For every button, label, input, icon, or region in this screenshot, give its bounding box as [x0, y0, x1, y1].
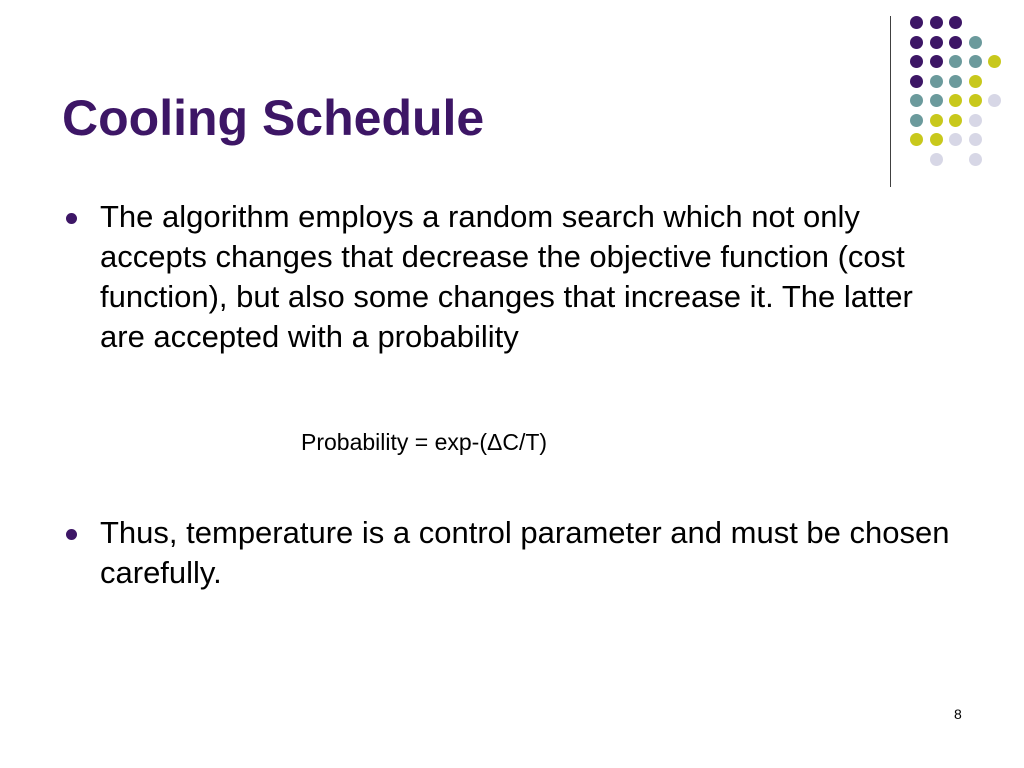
decorative-dot [949, 36, 962, 49]
decorative-dot [930, 153, 943, 166]
decorative-dot [969, 153, 982, 166]
decorative-dot [930, 36, 943, 49]
decorative-dot [930, 75, 943, 88]
slide-number: 8 [954, 706, 962, 722]
bullet-dot-icon [66, 529, 77, 540]
decorative-dot [949, 94, 962, 107]
decorative-dot [949, 55, 962, 68]
title-divider-line [890, 16, 891, 187]
decorative-dot [988, 55, 1001, 68]
decorative-dot [949, 114, 962, 127]
decorative-dot [910, 16, 923, 29]
decorative-dot [969, 36, 982, 49]
bullet-dot-icon [66, 213, 77, 224]
decorative-dot [988, 94, 1001, 107]
decorative-dot [930, 133, 943, 146]
decorative-dot [930, 16, 943, 29]
decorative-dot-grid [910, 16, 1010, 166]
decorative-dot [910, 114, 923, 127]
probability-formula: Probability = exp-(ΔC/T) [301, 429, 548, 455]
decorative-dot [949, 16, 962, 29]
decorative-dot [930, 114, 943, 127]
decorative-dot [910, 36, 923, 49]
decorative-dot [910, 75, 923, 88]
decorative-dot [910, 94, 923, 107]
slide-title: Cooling Schedule [62, 90, 485, 146]
bullet-text: Thus, temperature is a control parameter and must be chosen carefully. [100, 515, 950, 590]
bullet-item [60, 197, 960, 357]
decorative-dot [949, 75, 962, 88]
bullet-text: The algorithm employs a random search which not only accepts changes that decrease the objective function (cost function), but also some changes that increase it. The latter are accepted with a probability [100, 199, 913, 354]
decorative-dot [969, 75, 982, 88]
decorative-dot [969, 55, 982, 68]
decorative-dot [930, 94, 943, 107]
decorative-dot [969, 133, 982, 146]
bullet-item [60, 513, 960, 593]
decorative-dot [930, 55, 943, 68]
decorative-dot [969, 114, 982, 127]
decorative-dot [949, 133, 962, 146]
decorative-dot [910, 133, 923, 146]
bullet-list [60, 197, 960, 593]
decorative-dot [910, 55, 923, 68]
decorative-dot [969, 94, 982, 107]
